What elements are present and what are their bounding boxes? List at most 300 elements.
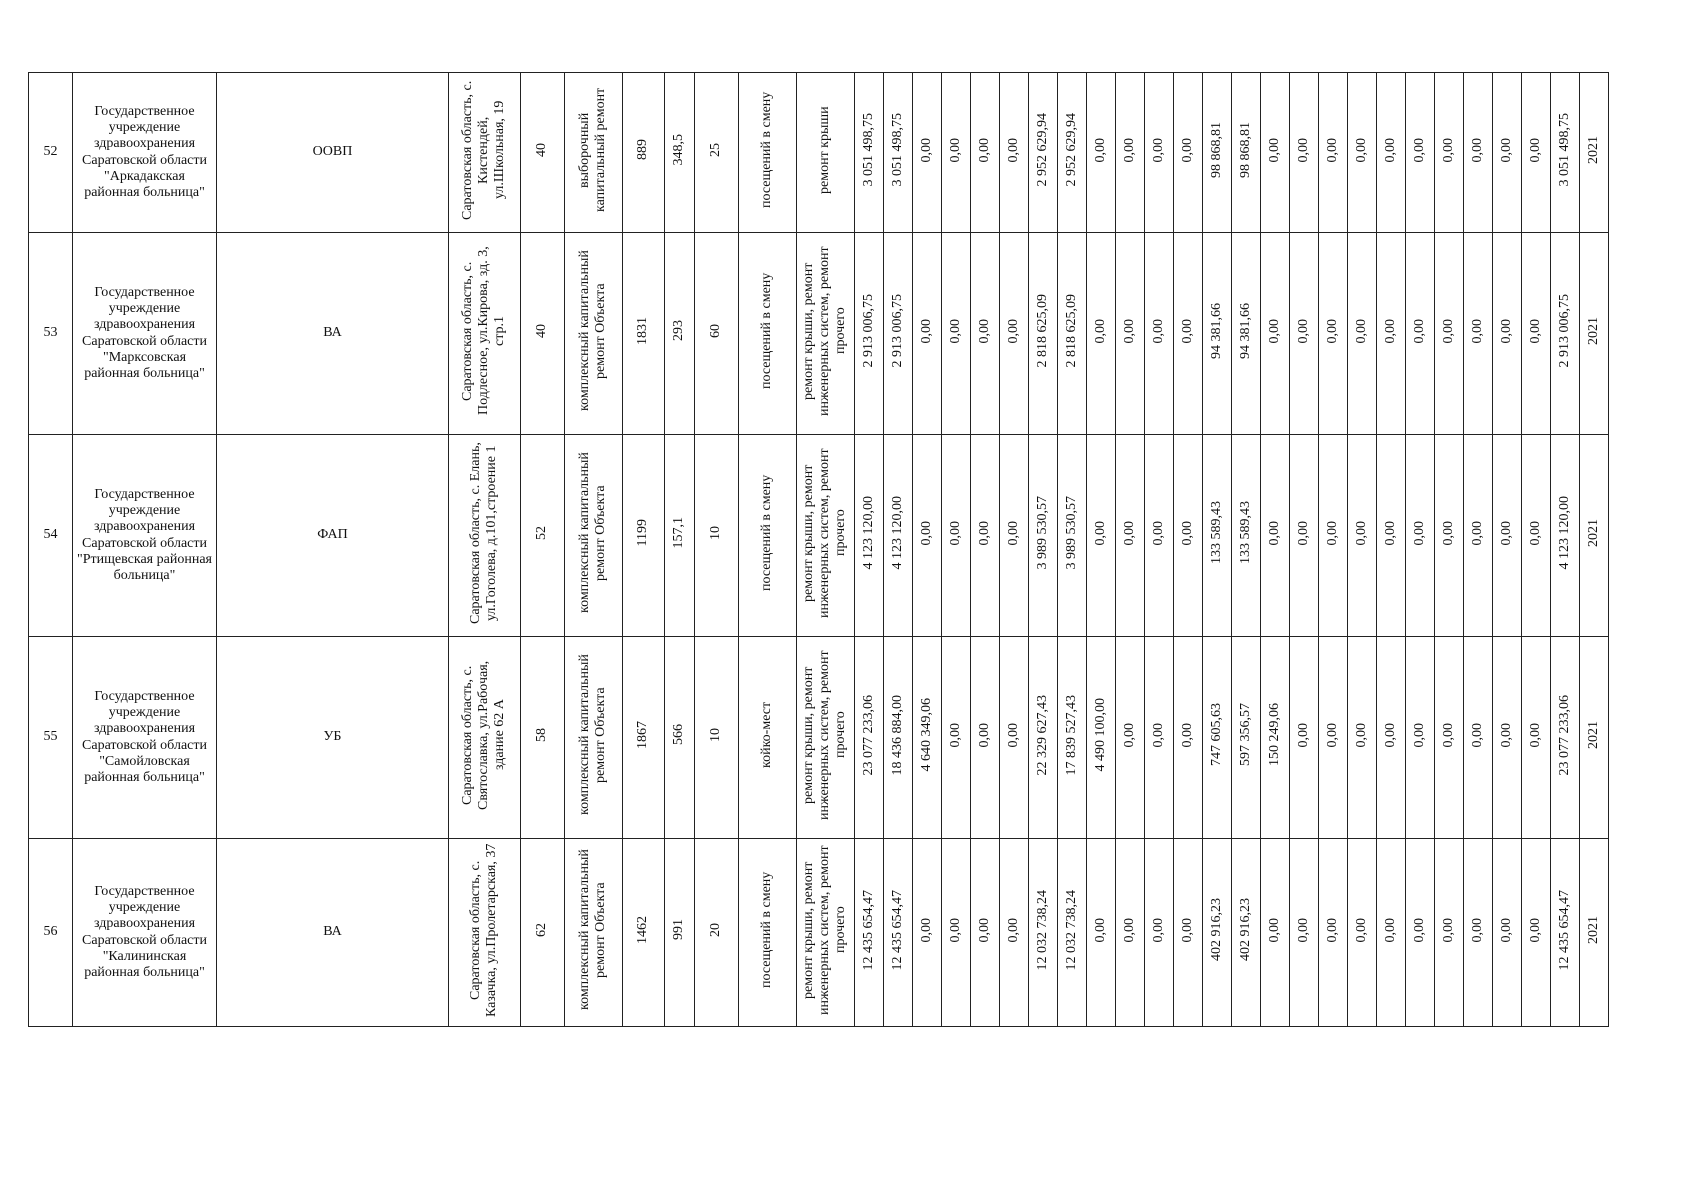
financing-value [1116,73,1145,233]
financing-value [1000,233,1029,435]
institution-name-text: Государственное учреждение здравоохранения Саратовской области "Аркадакская районная больница" [82,104,207,200]
facility-type [217,233,449,435]
table-row [29,435,1609,637]
financing-value [1464,637,1493,839]
financing-value [1058,839,1087,1027]
value-capacity-text: 60 [708,323,724,338]
value-capacity-text: 10 [708,727,724,742]
financing-value [1522,839,1551,1027]
repair-kind [797,435,855,637]
financing-value [1522,435,1551,637]
financing-value-text: 4 123 120,00 [1556,496,1572,570]
facility-address-text: Саратовская область, с. Кистендей, ул.Школьная, 19 [460,80,508,220]
financing-value-text: 0,00 [947,917,963,943]
financing-value [913,73,942,233]
financing-value [1551,839,1580,1027]
financing-value [1087,435,1116,637]
financing-value-text: 0,00 [1469,722,1485,748]
financing-value-text: 0,00 [1498,917,1514,943]
financing-value [1058,73,1087,233]
financing-value [942,435,971,637]
financing-value [1406,73,1435,233]
financing-value [1116,435,1145,637]
row-number [29,839,73,1027]
financing-value [1029,637,1058,839]
financing-value-text: 0,00 [1382,137,1398,163]
financing-value-text: 12 032 738,24 [1034,889,1050,971]
financing-value [1058,637,1087,839]
financing-value [942,637,971,839]
value-area [623,233,665,435]
financing-value-text: 402 916,23 [1208,898,1224,962]
financing-value [1290,435,1319,637]
financing-value-text: 0,00 [1295,318,1311,344]
row-number [29,637,73,839]
financing-value [884,435,913,637]
financing-value [1145,233,1174,435]
financing-value [1551,73,1580,233]
institution-name [73,637,217,839]
financing-value-text: 0,00 [1324,722,1340,748]
financing-value-text: 0,00 [1150,520,1166,546]
work-type [565,233,623,435]
financing-value [1203,839,1232,1027]
repair-kind-text: ремонт крыши [817,106,833,194]
financing-value [1290,73,1319,233]
financing-value-text: 0,00 [1527,520,1543,546]
financing-value [1464,73,1493,233]
value-year-built-text: 62 [534,922,550,937]
financing-value [1087,73,1116,233]
facility-address-text: Саратовская область, с. Казачка, ул.Пролетарская, 37 [468,843,500,1017]
repair-kind [797,637,855,839]
work-type-text: комплексный капитальный ремонт Объекта [577,654,609,816]
financing-value-text: 0,00 [1266,520,1282,546]
financing-value [913,839,942,1027]
financing-value-text: 0,00 [1324,520,1340,546]
value-capacity [695,233,739,435]
financing-value [1464,435,1493,637]
financing-value [1348,233,1377,435]
financing-value [1174,839,1203,1027]
financing-value [1551,637,1580,839]
financing-value-text: 0,00 [1295,722,1311,748]
financing-value-text: 2 952 629,94 [1034,113,1050,187]
capacity-unit [739,839,797,1027]
value-area [623,839,665,1027]
financing-value [1580,435,1609,637]
financing-value-text: 0,00 [1179,917,1195,943]
financing-value [855,73,884,233]
financing-value-text: 98 868,81 [1237,121,1253,178]
financing-value-text: 94 381,66 [1208,302,1224,359]
financing-value-text: 0,00 [1324,318,1340,344]
financing-value-text: 0,00 [1353,722,1369,748]
financing-value [1261,233,1290,435]
financing-value [1145,839,1174,1027]
work-type [565,435,623,637]
facility-address-text: Саратовская область, с. Подлесное, ул.Кирова, зд. 3, стр.1 [460,246,508,416]
facility-address [449,435,521,637]
institution-name [73,233,217,435]
financing-value-text: 0,00 [1498,722,1514,748]
financing-value-text: 0,00 [1324,917,1340,943]
financing-value-text: 0,00 [976,137,992,163]
financing-value [1290,637,1319,839]
financing-value [855,435,884,637]
financing-value-text: 150 249,06 [1266,703,1282,767]
financing-value-text: 0,00 [1469,318,1485,344]
financing-value [1087,233,1116,435]
value-capacity [695,73,739,233]
financing-value-text: 0,00 [1266,917,1282,943]
financing-value-text: 0,00 [1295,137,1311,163]
financing-value-text: 0,00 [1440,318,1456,344]
financing-value-text: 0,00 [1527,722,1543,748]
financing-value-text: 0,00 [947,318,963,344]
financing-value [855,637,884,839]
value-year-built-text: 52 [534,525,550,540]
facility-type-text: УБ [323,729,342,745]
financing-value [1058,435,1087,637]
financing-value-text: 0,00 [918,318,934,344]
financing-value [1087,839,1116,1027]
financing-value [913,435,942,637]
financing-value-text: 0,00 [1295,520,1311,546]
financing-value [1464,233,1493,435]
financing-value [971,839,1000,1027]
financing-value-text: 0,00 [976,318,992,344]
financing-value [1580,839,1609,1027]
financing-value [1522,73,1551,233]
row-number [29,435,73,637]
financing-value [1029,435,1058,637]
financing-value-text: 4 640 349,06 [918,698,934,772]
financing-value-text: 98 868,81 [1208,121,1224,178]
financing-value-text: 12 435 654,47 [889,889,905,971]
financing-value-text: 0,00 [1150,318,1166,344]
financing-value [1580,233,1609,435]
institution-name-text: Государственное учреждение здравоохранения Саратовской области "Самойловская районная больница" [82,689,207,785]
financing-value-text: 133 589,43 [1208,501,1224,565]
financing-value-text: 0,00 [947,520,963,546]
table-body [29,73,1609,1027]
institution-name [73,839,217,1027]
institution-name [73,435,217,637]
financing-value-text: 0,00 [1411,917,1427,943]
financing-value [1348,73,1377,233]
financing-value [1319,637,1348,839]
value-area [623,637,665,839]
value-year-built [521,233,565,435]
repair-kind-text: ремонт крыши, ремонт инженерных систем, ремонт прочего [801,845,849,1015]
financing-value [1000,839,1029,1027]
work-type [565,73,623,233]
financing-value [1348,435,1377,637]
financing-value-text: 0,00 [1469,917,1485,943]
financing-value-text: 0,00 [1353,917,1369,943]
financing-value [1290,233,1319,435]
facility-type-text: ООВП [312,144,353,160]
financing-value [1029,839,1058,1027]
financing-value-text: 0,00 [1353,318,1369,344]
financing-value [1058,233,1087,435]
financing-value-text: 0,00 [1266,318,1282,344]
financing-value-text: 0,00 [1005,722,1021,748]
financing-value [1551,435,1580,637]
institution-name-text: Государственное учреждение здравоохранения Саратовской области "Ртищевская районная больница" [77,487,212,583]
financing-value-text: 23 077 233,06 [860,694,876,776]
financing-value-text: 23 077 233,06 [1556,694,1572,776]
financing-value-text: 0,00 [1092,520,1108,546]
value-year-built [521,839,565,1027]
financing-value-text: 2021 [1585,518,1601,547]
financing-value-text: 0,00 [1121,318,1137,344]
financing-value [1435,839,1464,1027]
value-capacity-text: 20 [708,922,724,937]
repair-kind [797,73,855,233]
institution-name [73,73,217,233]
financing-value-text: 2021 [1585,915,1601,944]
financing-value-text: 0,00 [1121,722,1137,748]
financing-value-text: 12 032 738,24 [1063,889,1079,971]
institution-name-text: Государственное учреждение здравоохранения Саратовской области "Марксовская районная больница" [82,285,207,381]
repair-kind-text: ремонт крыши, ремонт инженерных систем, ремонт прочего [801,650,849,820]
financing-value-text: 12 435 654,47 [1556,889,1572,971]
financing-value [1029,233,1058,435]
financing-value-text: 0,00 [918,520,934,546]
financing-value [884,637,913,839]
financing-value [1348,637,1377,839]
table-row [29,839,1609,1027]
financing-value-text: 0,00 [1179,137,1195,163]
financing-value-text: 0,00 [976,722,992,748]
financing-value-text: 0,00 [976,917,992,943]
financing-value-text: 0,00 [1179,318,1195,344]
table-row [29,637,1609,839]
financing-value-text: 0,00 [1005,137,1021,163]
value-capacity [695,637,739,839]
financing-value [855,233,884,435]
table-row [29,233,1609,435]
financing-value-text: 0,00 [1005,520,1021,546]
financing-value-text: 4 123 120,00 [860,496,876,570]
financing-value [1493,73,1522,233]
financing-value-text: 0,00 [947,722,963,748]
financing-value-text: 0,00 [1411,318,1427,344]
financing-value [1522,637,1551,839]
financing-value [913,637,942,839]
repair-kind [797,839,855,1027]
value-year-built [521,73,565,233]
financing-value-text: 0,00 [1469,520,1485,546]
repair-program-table [28,72,1609,1027]
financing-value-text: 2 913 006,75 [889,294,905,368]
value-capacity [695,435,739,637]
financing-value-text: 2 952 629,94 [1063,113,1079,187]
value-area-text: 1199 [635,519,651,547]
financing-value [1261,435,1290,637]
value-volume-text: 348,5 [671,134,687,166]
financing-value-text: 3 989 530,57 [1063,496,1079,570]
institution-name-text: Государственное учреждение здравоохранения Саратовской области "Калининская районная больница" [82,884,207,980]
financing-value [855,839,884,1027]
financing-value [1435,233,1464,435]
financing-value [1522,233,1551,435]
financing-value [1348,839,1377,1027]
value-area-text: 1462 [635,915,651,944]
work-type [565,637,623,839]
financing-value-text: 3 051 498,75 [889,113,905,187]
financing-value [1174,637,1203,839]
financing-value-text: 0,00 [1266,137,1282,163]
facility-type [217,637,449,839]
financing-value [1319,233,1348,435]
financing-value-text: 2021 [1585,720,1601,749]
financing-value [971,435,1000,637]
financing-value [1232,435,1261,637]
financing-value [1493,435,1522,637]
financing-value-text: 0,00 [1121,917,1137,943]
financing-value-text: 0,00 [1527,137,1543,163]
financing-value-text: 0,00 [1150,917,1166,943]
financing-value [1087,637,1116,839]
financing-value-text: 2 913 006,75 [860,294,876,368]
financing-value [884,73,913,233]
financing-value [1116,233,1145,435]
financing-value-text: 0,00 [918,917,934,943]
value-volume [665,637,695,839]
value-area-text: 1831 [635,316,651,345]
financing-value-text: 2 818 625,09 [1063,294,1079,368]
financing-value-text: 0,00 [976,520,992,546]
value-area [623,435,665,637]
financing-value-text: 0,00 [1295,917,1311,943]
capacity-unit-text: посещений в смену [759,474,775,592]
financing-value [1406,839,1435,1027]
financing-value-text: 0,00 [1382,318,1398,344]
value-volume [665,435,695,637]
facility-type [217,839,449,1027]
financing-value-text: 0,00 [1121,137,1137,163]
financing-value-text: 94 381,66 [1237,302,1253,359]
financing-value [1261,73,1290,233]
facility-address [449,233,521,435]
financing-value [1377,435,1406,637]
repair-kind [797,233,855,435]
financing-value-text: 0,00 [1498,318,1514,344]
financing-value [1116,839,1145,1027]
value-capacity-text: 10 [708,525,724,540]
capacity-unit [739,637,797,839]
financing-value [971,637,1000,839]
capacity-unit [739,73,797,233]
financing-value-text: 0,00 [947,137,963,163]
value-year-built-text: 40 [534,142,550,157]
financing-value [1377,73,1406,233]
financing-value [1232,637,1261,839]
financing-value-text: 17 839 527,43 [1063,694,1079,776]
value-volume [665,73,695,233]
value-year-built-text: 40 [534,323,550,338]
financing-value-text: 18 436 884,00 [889,694,905,776]
work-type-text: комплексный капитальный ремонт Объекта [577,452,609,614]
financing-value-text: 0,00 [1498,520,1514,546]
financing-value-text: 0,00 [1411,520,1427,546]
financing-value [1000,73,1029,233]
financing-value-text: 0,00 [1527,318,1543,344]
financing-value [1377,233,1406,435]
financing-value [942,73,971,233]
financing-value-text: 3 051 498,75 [860,113,876,187]
financing-value [1493,637,1522,839]
financing-value [1261,839,1290,1027]
table-row [29,73,1609,233]
financing-value-text: 0,00 [1411,722,1427,748]
financing-value-text: 3 051 498,75 [1556,113,1572,187]
capacity-unit [739,435,797,637]
value-capacity [695,839,739,1027]
value-volume-text: 991 [671,919,687,941]
financing-value-text: 0,00 [1150,137,1166,163]
financing-value-text: 402 916,23 [1237,898,1253,962]
repair-kind-text: ремонт крыши, ремонт инженерных систем, ремонт прочего [801,246,849,416]
value-year-built [521,637,565,839]
value-volume [665,233,695,435]
financing-value-text: 4 123 120,00 [889,496,905,570]
financing-value-text: 0,00 [1092,318,1108,344]
financing-value [884,233,913,435]
financing-value [1493,839,1522,1027]
financing-value [1174,435,1203,637]
financing-value [1377,839,1406,1027]
financing-value [942,233,971,435]
financing-value-text: 0,00 [1382,520,1398,546]
financing-value [1232,233,1261,435]
financing-value-text: 0,00 [918,137,934,163]
financing-value [1493,233,1522,435]
financing-value [1174,233,1203,435]
financing-value [1174,73,1203,233]
facility-address [449,73,521,233]
financing-value [1116,637,1145,839]
financing-value-text: 0,00 [1353,137,1369,163]
financing-value [1203,73,1232,233]
value-volume-text: 157,1 [671,517,687,549]
financing-value-text: 747 605,63 [1208,703,1224,767]
financing-value-text: 0,00 [1382,917,1398,943]
row-number-text: 55 [43,729,58,745]
facility-type [217,435,449,637]
value-volume-text: 566 [671,724,687,746]
financing-value-text: 0,00 [1440,137,1456,163]
financing-value [1435,73,1464,233]
financing-value-text: 0,00 [1179,722,1195,748]
financing-value [1029,73,1058,233]
value-year-built-text: 58 [534,727,550,742]
value-year-built [521,435,565,637]
value-area-text: 889 [635,139,651,161]
financing-value-text: 0,00 [1440,520,1456,546]
financing-value [1551,233,1580,435]
financing-value [1000,637,1029,839]
financing-value [884,839,913,1027]
repair-kind-text: ремонт крыши, ремонт инженерных систем, ремонт прочего [801,448,849,618]
work-type-text: выборочный капитальный ремонт [577,87,609,213]
financing-value [971,233,1000,435]
capacity-unit-text: койко-мест [759,701,775,768]
facility-type-text: ФАП [317,527,348,543]
